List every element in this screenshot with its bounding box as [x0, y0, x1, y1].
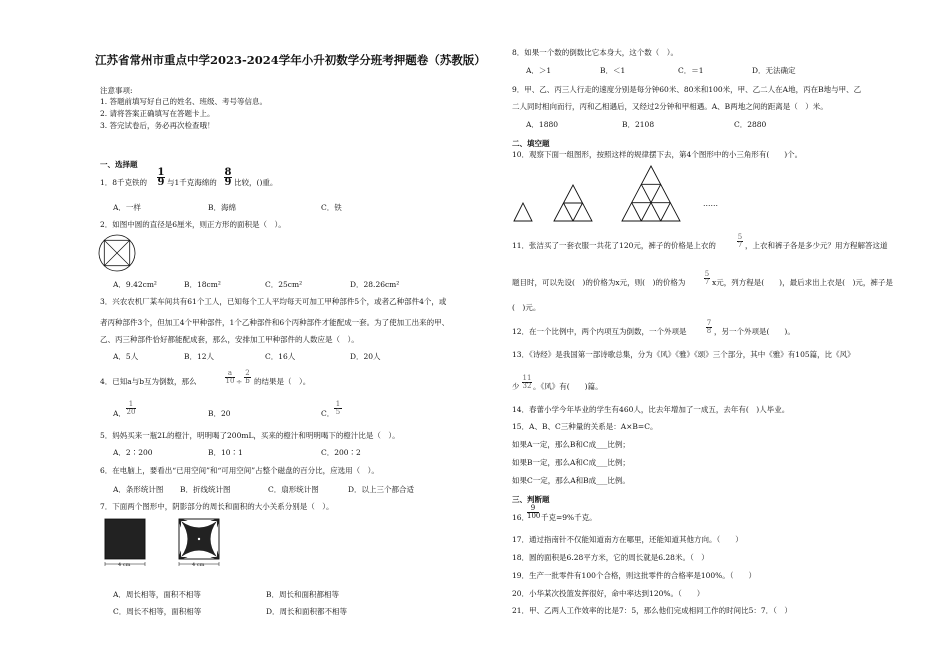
numerator: 5	[704, 270, 710, 278]
option: C．＝1	[678, 66, 704, 75]
q7-stem: 7．下面两个图形中，阴影部分的周长和面积的大小关系分别是（ ）。	[100, 502, 334, 511]
q20-stem: 20．小华某次投篮发挥很好，命中率达到120%。（ ）	[512, 589, 705, 598]
q15-line: 如果C一定，那么A和B成___比例。	[512, 476, 630, 485]
numerator: a	[225, 370, 235, 378]
dimension-label: 4 cm	[192, 562, 205, 568]
option: A．5人	[113, 352, 139, 361]
q1-text: 1．8千克铁的	[100, 178, 148, 187]
option: C．扇形统计图	[268, 485, 319, 494]
numerator: 9	[527, 505, 539, 513]
dimension-label: 4 cm	[118, 562, 131, 568]
q13-text: 。《风》有( )篇。	[533, 382, 603, 391]
q16-text: 千克=9%千克。	[541, 513, 597, 522]
option: B．折线统计图	[180, 485, 231, 494]
note-line: 1. 答题前填写好自己的姓名、班级、考号等信息。	[100, 97, 268, 106]
option: B．海绵	[208, 203, 237, 212]
q3-line: 3．兴农农机厂某车间共有61个工人，已知每个工人平均每天可加工甲种部件5个，或者乙种部件4个，或	[100, 297, 447, 306]
option: B．周长和面积都相等	[266, 590, 340, 599]
q4-expr-fraction	[244, 370, 251, 385]
q4-text: 的结果是（ ）。	[254, 377, 311, 386]
option: C．16人	[265, 352, 296, 361]
option: B．2108	[622, 120, 655, 129]
q9-line: 9．甲、乙、丙三人行走的速度分别是每分钟60米、80米和100米，甲、乙二人在A地，丙在B地与甲、乙	[512, 85, 862, 94]
option: B．20	[208, 409, 231, 418]
option: B．＜1	[600, 66, 626, 75]
q6-stem: 6．在电脑上，要看出“已用空间”和“可用空间”占整个磁盘的百分比，应选用（ ）。	[100, 466, 379, 475]
q14-stem: 14．春蕾小学今年毕业的学生有460人，比去年增加了一成五，去年有( )人毕业。	[512, 405, 790, 414]
q17-stem: 17．通过指南针不仅能知道南方在哪里，还能知道其他方向。（ ）	[512, 535, 743, 544]
option: A．	[113, 409, 126, 418]
note-line: 3. 答完试卷后，务必再次检查哦！	[100, 121, 215, 130]
q11-fraction	[704, 271, 710, 286]
denominator: 9	[224, 177, 232, 188]
option: B．18cm²	[184, 280, 221, 289]
circle-square-figure	[98, 234, 136, 272]
numerator: 11	[522, 374, 532, 382]
option: A．条形统计图	[113, 485, 164, 494]
option: A．1880	[526, 120, 559, 129]
q21-stem: 21．甲、乙两人工作效率的比是7：5，那么他们完成相同工作的时间比5：7．（ ）	[512, 606, 792, 615]
q1-fraction	[224, 168, 232, 187]
option-fraction	[126, 401, 136, 416]
q16-number: 16．	[512, 513, 530, 522]
q1-text: 与1千克海绵的	[167, 178, 217, 187]
note-line: 2. 请将答案正确填写在答题卡上。	[100, 109, 215, 118]
numerator: 8	[224, 167, 232, 178]
option: C．25cm²	[265, 280, 303, 289]
q4-text: 4．已知a与b互为倒数，那么	[100, 377, 197, 386]
q3-line: 乙、丙三种部件恰好都能配成套，那么，安排加工甲种部件的人数应是（ ）。	[100, 335, 359, 344]
numerator: 7	[706, 319, 712, 327]
q11-text: 11．张洁买了一套衣服一共花了120元，裤子的价格是上衣的	[512, 241, 716, 250]
q12-text: 12．在一个比例中，两个内项互为倒数，一个外项是	[512, 327, 687, 336]
denominator: b	[245, 377, 250, 385]
option: C．	[321, 409, 335, 418]
option: D．以上三个都合适	[348, 485, 415, 494]
q11-fraction	[737, 234, 743, 249]
option: C．200∶2	[321, 448, 361, 457]
q5-stem: 5．妈妈买来一瓶2L的橙汁，明明喝了200mL，买来的橙汁和明明喝下的橙汁比是（ ）。	[100, 431, 400, 440]
denominator: 100	[527, 512, 541, 520]
denominator: 20	[126, 408, 136, 416]
option: D．20人	[350, 352, 381, 361]
q18-stem: 18．圆的面积是6.28平方米，它的周长就是6.28米。（ ）	[512, 553, 709, 562]
q8-stem: 8．如果一个数的倒数比它本身大，这个数（ ）。	[512, 48, 679, 57]
q15-line: 如果B一定，那么A和C成___比例；	[512, 458, 630, 467]
triangle-pattern-figure	[510, 162, 690, 224]
q11-text: x元，列方程是( )，最后求出上衣是( )元，裤子是	[712, 278, 893, 287]
q15-line: 如果A一定，那么B和C成___比例；	[512, 440, 630, 449]
q19-stem: 19．生产一批零件有100个合格，则这批零件的合格率是100%。（ ）	[512, 571, 757, 580]
q1-text-d: )重。	[259, 178, 278, 187]
option: A．周长相等，面积不相等	[113, 590, 201, 599]
q13-fraction	[522, 375, 532, 390]
q4-expr-fraction	[225, 370, 235, 385]
denominator: 9	[157, 177, 165, 188]
q4-operator: ÷	[236, 377, 243, 386]
section-heading: 二、填空题	[512, 139, 550, 148]
page-title: 江苏省常州市重点中学2023-2024学年小升初数学分班考押题卷（苏教版）	[95, 53, 486, 67]
q15-stem: 15．A、B、C三种量的关系是：A×B=C。	[512, 422, 658, 431]
numerator: 1	[335, 400, 341, 408]
q1-fraction	[157, 168, 165, 187]
option-fraction	[334, 401, 342, 416]
q3-line: 者丙种部件3个，但加工4个甲种部件，1个乙种部件和6个丙种部件才能配成一套。为了使加工出来的甲、	[100, 318, 450, 327]
numerator: 5	[737, 233, 743, 241]
q12-text: ，另一个外项是( )。	[714, 327, 795, 336]
q11-text: ( )元。	[512, 303, 541, 312]
notes-heading: 注意事项:	[100, 86, 133, 95]
option: B．12人	[184, 352, 215, 361]
denominator: 7	[704, 278, 710, 286]
q1-text	[234, 178, 277, 187]
option: D．周长和面积都不相等	[266, 607, 348, 616]
option: D．无法确定	[752, 66, 796, 75]
q9-line: 二人同时相向而行，丙和乙相遇后，又经过2分钟和甲相遇。A、B两地之间的距离是（ ）米。	[512, 102, 828, 111]
numerator: 2	[245, 369, 250, 377]
denominator: 5	[335, 408, 341, 416]
section-heading: 一、选择题	[100, 160, 138, 169]
q2-stem: 2．如图中圆的直径是6厘米，则正方形的面积是（ ）。	[100, 220, 286, 229]
q11-text: ，上衣和裤子各是多少元？用方程解答这道	[745, 241, 888, 250]
option: C．周长不相等，面积相等	[113, 607, 202, 616]
numerator: 1	[126, 401, 136, 409]
q12-fraction	[706, 320, 712, 335]
q1-text-c: 比较，(	[234, 178, 260, 187]
q13-line: 13．《诗经》是我国第一部诗歌总集，分为《风》《雅》《颂》三个部分，其中《雅》有105篇，比《风》	[512, 350, 855, 359]
q13-text: 少	[512, 382, 520, 391]
ellipsis: ……	[703, 199, 718, 208]
option: D．28.26cm²	[350, 280, 400, 289]
section-heading: 三、判断题	[512, 495, 550, 504]
q10-stem: 10．观察下面一组图形，按照这样的规律摆下去，第4个图形中的小三角形有( )个。	[512, 150, 803, 159]
q11-text: 题目时，可以先设( )的价格为x元，则( )的价格为	[512, 278, 686, 287]
denominator: 10	[225, 377, 235, 385]
option: C．铁	[321, 203, 342, 212]
denominator: 32	[522, 382, 532, 390]
denominator: 7	[737, 241, 743, 249]
option: A．一样	[113, 203, 141, 212]
option: A．2∶200	[113, 448, 153, 457]
option: A．＞1	[526, 66, 552, 75]
denominator: 8	[706, 327, 712, 335]
option: A．9.42cm²	[113, 280, 157, 289]
option: C．2880	[734, 120, 767, 129]
q16-fraction	[527, 505, 539, 520]
numerator: 1	[157, 167, 165, 178]
option: B．10∶1	[208, 448, 243, 457]
